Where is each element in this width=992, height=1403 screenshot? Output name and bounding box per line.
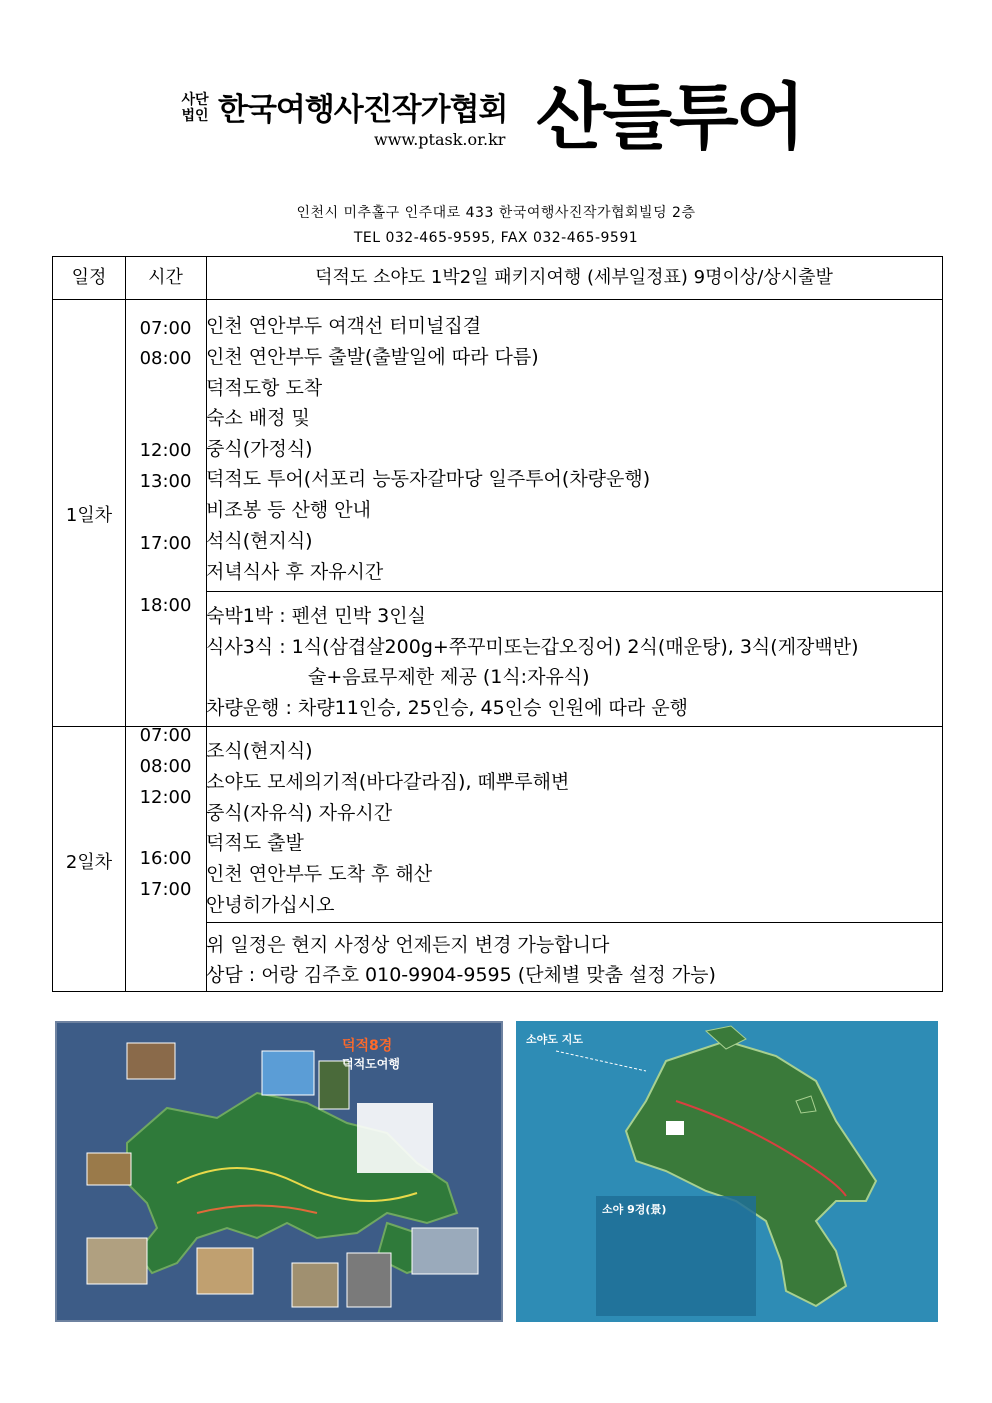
activity: 조식(현지식)	[206, 740, 313, 762]
time: 12:00	[139, 440, 192, 461]
schedule-table	[52, 256, 943, 992]
activity: 중식(가정식)	[206, 438, 313, 460]
header-time: 시간	[148, 267, 183, 288]
header-title: 덕적도 소야도 1박2일 패키지여행 (세부일정표) 9명이상/상시출발	[315, 267, 833, 288]
info-line: 식사3식 : 1식(삼겹살200g+쭈꾸미또는갑오징어) 2식(매운탕), 3식(게장백반)	[206, 636, 859, 658]
activity: 덕적도항 도착	[206, 377, 323, 399]
org-type	[178, 92, 212, 124]
org-type-line1: 사단	[181, 92, 209, 108]
soyado-map	[516, 1021, 938, 1322]
activity: 소야도 모세의기적(바다갈라짐), 떼뿌루해변	[206, 771, 570, 793]
activity: 저녁식사 후 자유시간	[206, 561, 384, 583]
activity: 안녕히가십시오	[206, 894, 335, 916]
time: 16:00	[139, 848, 192, 869]
day2-label: 2일차	[65, 852, 113, 873]
activity: 인천 연안부두 도착 후 해산	[206, 863, 433, 885]
contact-info: TEL 032-465-9595, FAX 032-465-9591	[353, 230, 639, 246]
org-type-line2: 법인	[181, 108, 209, 124]
activity: 숙소 배정 및	[206, 407, 310, 429]
time: 13:00	[139, 471, 192, 492]
time: 08:00	[139, 756, 192, 777]
row-divider	[206, 591, 942, 592]
soyado-map-illustration	[516, 1021, 938, 1322]
info-line: 숙박1박 : 펜션 민박 3인실	[206, 605, 426, 627]
soyado-map-title: 소야도 지도	[526, 1033, 583, 1046]
activity: 중식(자유식) 자유시간	[206, 802, 393, 824]
time: 07:00	[139, 318, 192, 339]
activity: 인천 연안부두 여객선 터미널집결	[206, 315, 482, 337]
time: 18:00	[139, 595, 192, 616]
deokjeokdo-map-illustration	[57, 1023, 501, 1320]
day1-label: 1일차	[65, 505, 113, 526]
row-divider	[206, 922, 942, 923]
header-divider	[53, 299, 942, 300]
info-line: 술+음료무제한 제공 (1식:자유식)	[308, 666, 590, 688]
activity: 석식(현지식)	[206, 530, 313, 552]
note-line: 위 일정은 현지 사정상 언제든지 변경 가능합니다	[206, 934, 610, 956]
activity: 덕적도 출발	[206, 832, 304, 854]
activity: 인천 연안부두 출발(출발일에 따라 다름)	[206, 346, 539, 368]
deokjeok-map-subtitle: 덕적도여행	[342, 1057, 400, 1071]
time: 17:00	[139, 879, 192, 900]
address: 인천시 미추홀구 인주대로 433 한국여행사진작가협회빌딩 2층	[296, 205, 696, 221]
brand-name: 산들투어	[536, 75, 803, 159]
activity: 비조봉 등 산행 안내	[206, 499, 371, 521]
time: 07:00	[139, 725, 192, 746]
org-url[interactable]: www.ptask.or.kr	[374, 130, 506, 149]
header-day: 일정	[71, 267, 107, 288]
deokjeokdo-map	[55, 1021, 503, 1322]
time: 12:00	[139, 787, 192, 808]
info-line: 차량운행 : 차량11인승, 25인승, 45인승 인원에 따라 운행	[206, 697, 689, 719]
activity: 덕적도 투어(서포리 능동자갈마당 일주투어(차량운행)	[206, 468, 651, 490]
time: 17:00	[139, 533, 192, 554]
logo	[178, 75, 828, 160]
time: 08:00	[139, 348, 192, 369]
soyado-legend-title: 소야 9경(景)	[602, 1203, 667, 1216]
note-line: 상담 : 어랑 김주호 010-9904-9595 (단체별 맞춤 설정 가능)	[206, 964, 716, 986]
org-name: 한국여행사진작가협회	[218, 92, 508, 128]
deokjeok-map-title: 덕적8경	[342, 1038, 393, 1054]
